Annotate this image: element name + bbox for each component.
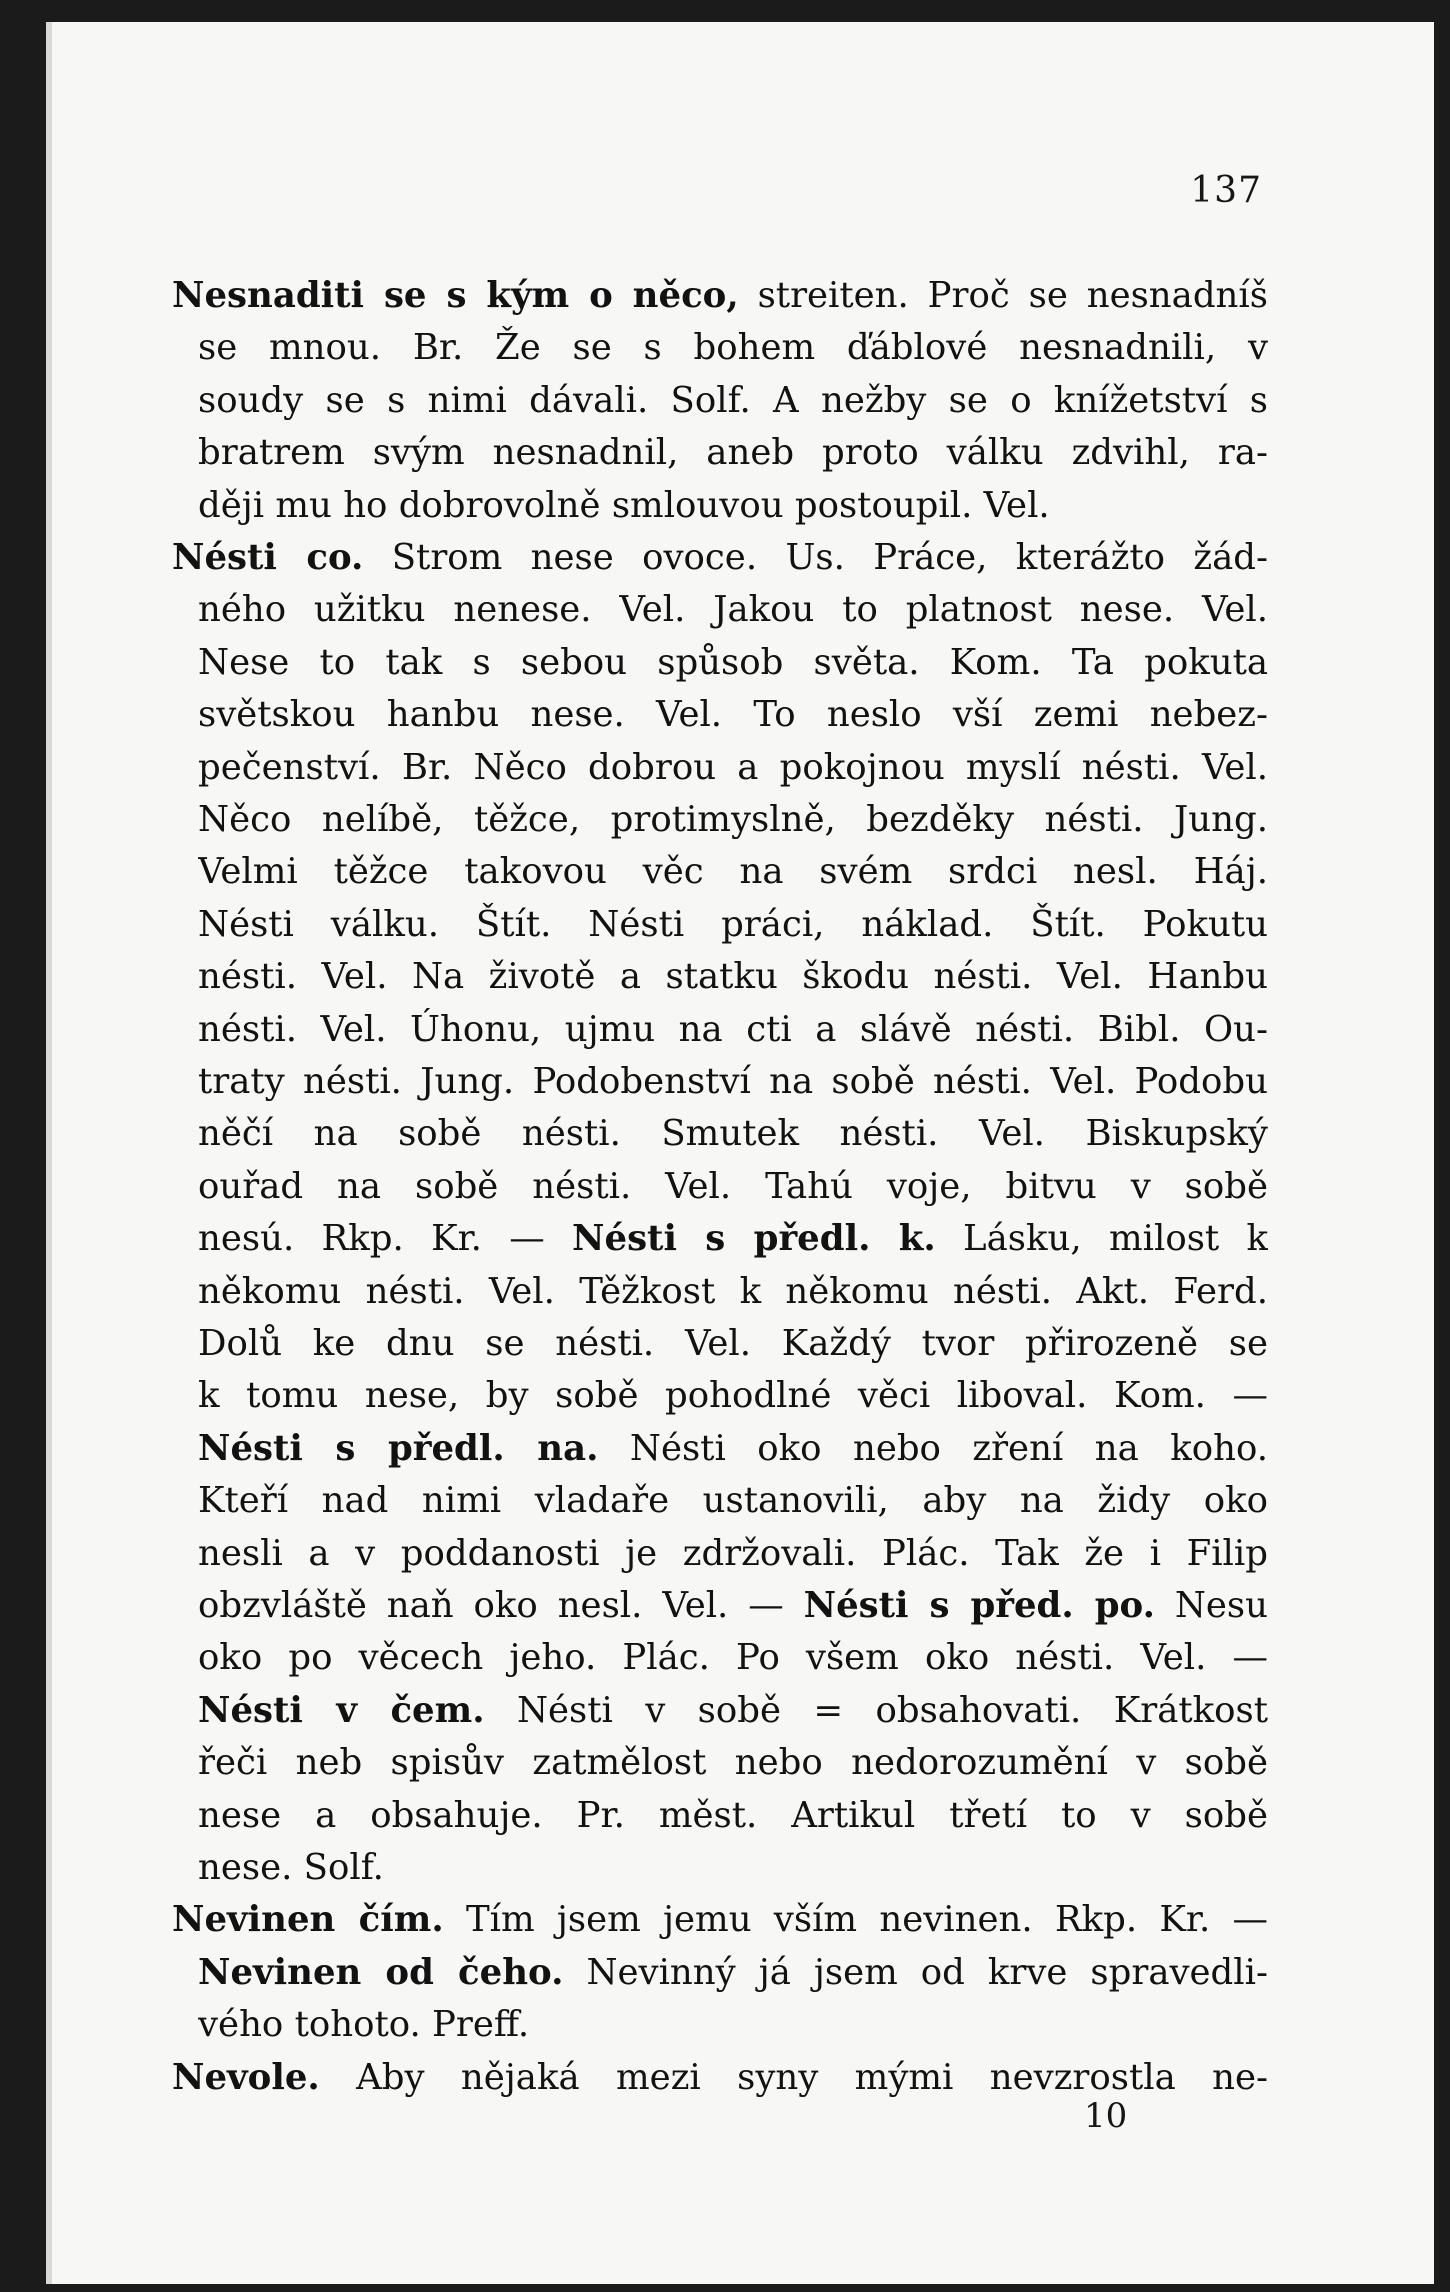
line-text: Lásku, milost k bbox=[935, 1218, 1268, 1260]
text-line bbox=[172, 1894, 1268, 1946]
line-text: Aby nějaká mezi syny mými nevzrostla ne- bbox=[319, 2056, 1268, 2098]
text-line bbox=[198, 1266, 1268, 1318]
headword: Nesnaditi se s kým o něco, bbox=[172, 275, 739, 316]
text-line bbox=[198, 1790, 1268, 1842]
headword: Nésti s předl. na. bbox=[198, 1427, 599, 1469]
line-text: Nese to tak s sebou spůsob světa. Kom. Ta pokuta bbox=[198, 641, 1268, 683]
line-text: nesú. Rkp. Kr. — bbox=[198, 1218, 573, 1260]
text-line bbox=[198, 1947, 1268, 1999]
headword: Nésti co. bbox=[172, 537, 364, 578]
line-text: Kteří nad nimi vladaře ustanovili, aby na židy oko bbox=[198, 1480, 1268, 1522]
line-text: Velmi těžce takovou věc na svém srdci nesl. Háj. bbox=[198, 851, 1268, 893]
line-text: k tomu nese, by sobě pohodlné věci liboval. Kom. — bbox=[198, 1375, 1268, 1417]
line-text: ouřad na sobě nésti. Vel. Tahú voje, bitvu v sobě bbox=[198, 1165, 1268, 1207]
line-text: nese a obsahuje. Pr. měst. Artikul třetí to v sobě bbox=[198, 1794, 1268, 1836]
line-text: obzvláště naň oko nesl. Vel. — bbox=[198, 1585, 804, 1626]
line-text: Nésti v sobě = obsahovati. Krátkost bbox=[484, 1689, 1268, 1731]
text-line bbox=[172, 270, 1268, 322]
text-line bbox=[198, 1999, 1268, 2051]
text-line bbox=[198, 1842, 1268, 1894]
text-line bbox=[198, 1161, 1268, 1213]
text-line bbox=[198, 1213, 1268, 1265]
line-text: nesli a v poddanosti je zdržovali. Plác. Tak že i Filip bbox=[198, 1532, 1268, 1574]
text-line bbox=[198, 322, 1268, 374]
line-text: ději mu ho dobrovolně smlouvou postoupil. Vel. bbox=[198, 484, 1050, 526]
line-text: streiten. Proč se nesnadníš bbox=[738, 275, 1268, 316]
text-line bbox=[198, 1004, 1268, 1056]
text-line bbox=[198, 899, 1268, 951]
text-line bbox=[198, 1108, 1268, 1160]
line-text: Nesu bbox=[1154, 1585, 1268, 1626]
line-text: vého tohoto. Preff. bbox=[198, 2004, 530, 2046]
line-text: Dolů ke dnu se nésti. Vel. Každý tvor přirozeně se bbox=[198, 1323, 1268, 1364]
line-text: Tím jsem jemu vším nevinen. Rkp. Kr. — bbox=[443, 1899, 1268, 1941]
text-line bbox=[198, 1528, 1268, 1580]
line-text: nésti. Vel. Na životě a statku škodu nésti. Vel. Hanbu bbox=[198, 956, 1268, 998]
text-line bbox=[198, 1475, 1268, 1527]
text-line bbox=[198, 846, 1268, 898]
headword: Nevinen čím. bbox=[172, 1899, 444, 1941]
text-line bbox=[198, 794, 1268, 846]
line-text: se mnou. Br. Že se s bohem ďáblové nesnadnili, v bbox=[198, 327, 1268, 369]
line-text: Nevinný já jsem od krve spravedli- bbox=[563, 1951, 1268, 1993]
text-line bbox=[198, 1580, 1268, 1632]
page-edge-shadow bbox=[46, 22, 52, 2284]
text-line bbox=[198, 480, 1268, 532]
line-text: nésti. Vel. Úhonu, ujmu na cti a slávě nésti. Bibl. Ou- bbox=[198, 1008, 1268, 1050]
text-line bbox=[172, 532, 1268, 584]
line-text: světskou hanbu nese. Vel. To neslo vší zemi nebez- bbox=[198, 694, 1268, 736]
line-text: někomu nésti. Vel. Těžkost k někomu nésti. Akt. Ferd. bbox=[198, 1270, 1268, 1312]
text-line bbox=[198, 689, 1268, 741]
text-line bbox=[198, 1056, 1268, 1108]
line-text: bratrem svým nesnadnil, aneb proto válku zdvihl, ra- bbox=[198, 432, 1268, 474]
line-text: oko po věcech jeho. Plác. Po všem oko nésti. Vel. — bbox=[198, 1637, 1268, 1679]
text-line bbox=[198, 951, 1268, 1003]
text-line bbox=[198, 1737, 1268, 1789]
text-line bbox=[198, 1318, 1268, 1370]
book-page bbox=[46, 22, 1434, 2284]
text-line bbox=[198, 1370, 1268, 1422]
line-text: Strom nese ovoce. Us. Práce, kterážto žád- bbox=[363, 537, 1268, 578]
text-line bbox=[198, 1423, 1268, 1475]
text-line bbox=[198, 637, 1268, 689]
page-number: 137 bbox=[1190, 170, 1262, 211]
line-text: traty nésti. Jung. Podobenství na sobě nésti. Vel. Podobu bbox=[198, 1061, 1268, 1102]
line-text: nese. Solf. bbox=[198, 1847, 384, 1888]
text-line bbox=[198, 1632, 1268, 1684]
line-text: Něco nelíbě, těžce, protimyslně, bezděky nésti. Jung. bbox=[198, 799, 1268, 840]
signature-mark: 10 bbox=[1084, 2096, 1128, 2136]
text-line bbox=[198, 427, 1268, 479]
line-text: pečenství. Br. Něco dobrou a pokojnou myslí nésti. Vel. bbox=[198, 746, 1268, 788]
headword: Nevinen od čeho. bbox=[198, 1951, 564, 1993]
line-text: ného užitku nenese. Vel. Jakou to platnost nese. Vel. bbox=[198, 589, 1268, 631]
text-line bbox=[198, 584, 1268, 636]
text-line bbox=[198, 742, 1268, 794]
line-text: Nésti válku. Štít. Nésti práci, náklad. Štít. Pokutu bbox=[198, 903, 1268, 945]
headword: Nésti v čem. bbox=[198, 1689, 485, 1731]
text-line bbox=[198, 1685, 1268, 1737]
line-text: řeči neb spisův zatmělost nebo nedorozumění v sobě bbox=[198, 1742, 1268, 1784]
line-text: soudy se s nimi dávali. Solf. A nežby se o knížetství s bbox=[198, 379, 1268, 421]
headword: Nésti s předl. k. bbox=[572, 1218, 936, 1260]
line-text: Nésti oko nebo zření na koho. bbox=[598, 1427, 1268, 1469]
line-text: něčí na sobě nésti. Smutek nésti. Vel. Biskupský bbox=[198, 1113, 1268, 1155]
headword: Nésti s před. po. bbox=[803, 1585, 1155, 1626]
text-line bbox=[198, 375, 1268, 427]
headword: Nevole. bbox=[172, 2056, 320, 2098]
